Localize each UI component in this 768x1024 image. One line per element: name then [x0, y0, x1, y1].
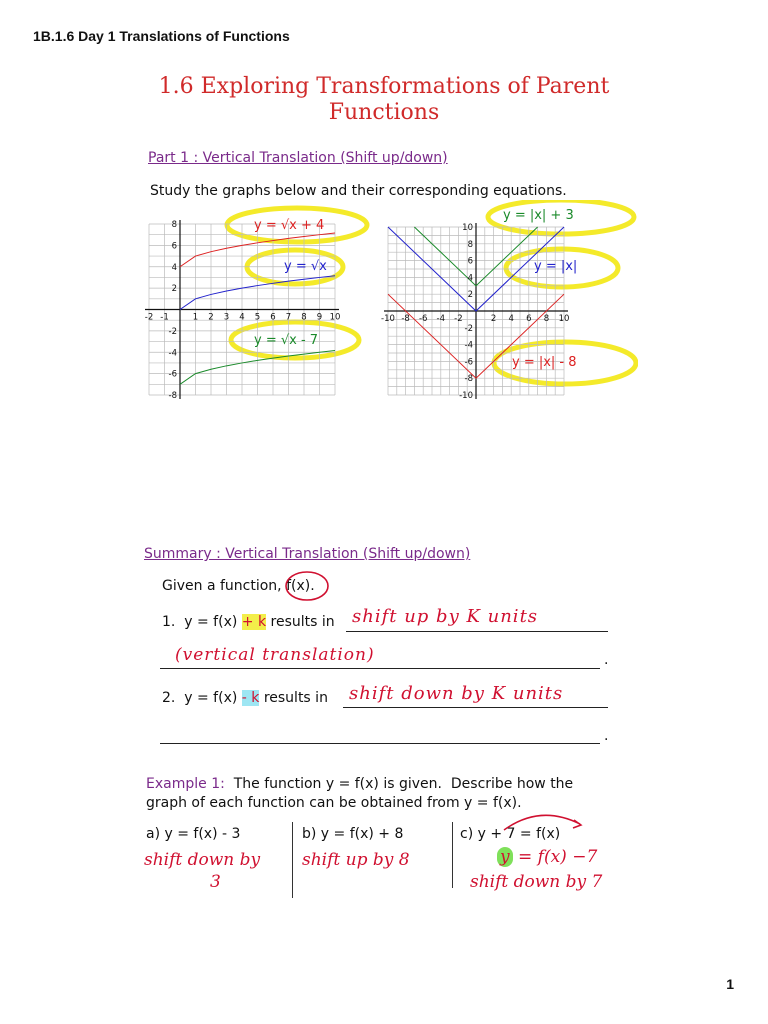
example-prompt-line-2: graph of each function can be obtained from y = f(x).: [146, 795, 522, 811]
y-tick-label: -4: [168, 348, 177, 359]
x-tick-label: 7: [285, 312, 292, 323]
equation-abs-plus-3: y = |x| + 3: [503, 208, 574, 223]
x-tick-label: -10: [381, 314, 395, 324]
summary-item-1: 1. y = f(x) + k results in: [162, 614, 335, 630]
page-number: 1: [726, 976, 734, 992]
y-tick-label: 8: [171, 220, 177, 230]
x-tick-label: -6: [418, 314, 428, 324]
handwritten-answer-2: shift down by K units: [349, 683, 564, 704]
x-tick-label: 4: [508, 314, 514, 324]
x-tick-label: -2: [144, 312, 154, 323]
x-tick-label: 8: [301, 312, 307, 323]
part1-instruction: Study the graphs below and their corresponding equations.: [150, 183, 567, 199]
y-tick-label: 4: [467, 273, 473, 284]
given-function-text: Given a function, f(x).: [162, 578, 315, 594]
x-tick-label: 9: [316, 312, 323, 323]
plus-k-highlight: + k: [241, 614, 267, 630]
y-tick-label: 2: [171, 284, 177, 295]
y-tick-label: -10: [459, 391, 473, 401]
handwritten-c-1: y = f(x) −7: [497, 847, 597, 867]
x-tick-label: 4: [239, 312, 245, 323]
title-line-2: Functions: [328, 100, 440, 125]
handwritten-a-1: shift down by: [144, 850, 261, 870]
y-tick-label: 10: [462, 223, 473, 233]
equation-sqrt-minus-7: y = √x - 7: [254, 333, 319, 348]
period: .: [604, 652, 609, 668]
period: .: [604, 728, 609, 744]
x-tick-label: 8: [543, 314, 550, 324]
x-tick-label: 2: [208, 312, 214, 323]
equation-abs-minus-8: y = |x| - 8: [512, 355, 577, 370]
equation-sqrt: y = √x: [284, 259, 327, 274]
handwritten-a-2: 3: [210, 872, 221, 892]
y-tick-label: -8: [168, 391, 177, 401]
handwritten-answer-1b: (vertical translation): [175, 645, 375, 665]
example-c: c) y + 7 = f(x): [460, 826, 561, 842]
summary-item-2: 2. y = f(x) - k results in: [162, 690, 328, 706]
y-tick-label: 8: [467, 239, 473, 250]
y-tick-label: -6: [464, 357, 473, 368]
handwritten-b: shift up by 8: [302, 850, 410, 870]
minus-k-highlight: - k: [241, 690, 260, 706]
y-tick-label: -4: [464, 340, 473, 351]
graph-abs: [378, 200, 638, 410]
handwritten-c-2: shift down by 7: [470, 872, 603, 892]
x-tick-label: 5: [254, 312, 261, 323]
x-tick-label: 6: [270, 312, 276, 323]
y-tick-label: 6: [171, 241, 177, 252]
x-tick-label: 10: [329, 312, 341, 323]
graph-sqrt: [140, 200, 380, 410]
x-tick-label: 1: [192, 312, 199, 323]
example-prompt-line-1: Example 1: The function y = f(x) is given. Describe how the: [146, 776, 574, 792]
y-tick-label: 2: [467, 290, 473, 301]
answer-line: [160, 743, 600, 744]
answer-line: [160, 668, 600, 669]
y-tick-label: 6: [467, 256, 473, 267]
page-header: 1B.1.6 Day 1 Translations of Functions: [33, 28, 290, 44]
y-highlight: y: [497, 847, 513, 867]
x-tick-label: 10: [558, 314, 570, 324]
y-tick-label: -2: [464, 323, 473, 334]
x-tick-label: -4: [436, 314, 446, 324]
y-tick-label: 4: [171, 262, 177, 273]
arrow-annotation: [500, 808, 590, 836]
x-tick-label: 3: [223, 312, 230, 323]
column-divider: [292, 822, 293, 898]
equation-sqrt-plus-4: y = √x + 4: [254, 218, 325, 233]
y-tick-label: -6: [168, 369, 177, 380]
column-divider: [452, 822, 453, 888]
fx-circle: [284, 570, 334, 602]
summary-heading: Summary : Vertical Translation (Shift up/down): [144, 546, 471, 562]
answer-line: [343, 707, 608, 708]
example-b: b) y = f(x) + 8: [302, 826, 404, 842]
x-tick-label: -8: [401, 314, 410, 324]
x-tick-label: -1: [160, 312, 169, 323]
example-a: a) y = f(x) - 3: [146, 826, 241, 842]
x-tick-label: 6: [526, 314, 532, 324]
equation-abs: y = |x|: [534, 259, 578, 274]
title-line-1: 1.6 Exploring Transformations of Parent: [158, 74, 610, 99]
y-tick-label: -8: [464, 374, 473, 385]
part1-heading: Part 1 : Vertical Translation (Shift up/down): [148, 150, 448, 166]
answer-line: [346, 631, 608, 632]
x-tick-label: 2: [490, 314, 497, 324]
handwritten-answer-1a: shift up by K units: [352, 606, 539, 627]
x-tick-label: -2: [454, 314, 463, 324]
page-title: [0, 74, 768, 126]
y-tick-label: -2: [168, 326, 177, 337]
